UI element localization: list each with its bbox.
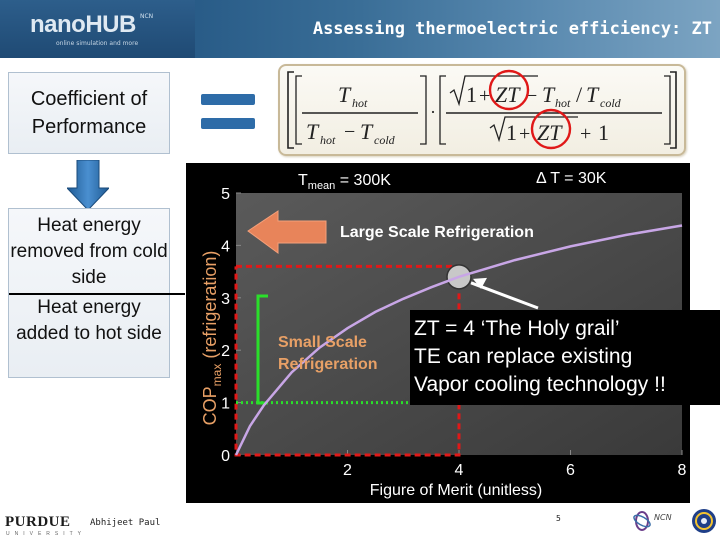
svg-text:T: T bbox=[586, 82, 599, 107]
svg-text:ZT: ZT bbox=[495, 82, 520, 107]
ncn-badge: NCN bbox=[140, 13, 154, 20]
purdue-logo-sub: UNIVERSITY bbox=[6, 531, 87, 537]
x-axis-label: Figure of Merit (unitless) bbox=[369, 482, 543, 499]
callout-line-1: ZT = 4 ‘The Holy grail’ bbox=[414, 317, 620, 340]
y-tick-label: 3 bbox=[221, 290, 230, 308]
svg-text:hot: hot bbox=[320, 133, 336, 147]
large-scale-label: Large Scale Refrigeration bbox=[340, 224, 534, 241]
fraction-denominator: Heat energy added to hot side bbox=[16, 297, 162, 344]
svg-text:cold: cold bbox=[600, 96, 621, 110]
zt-holy-grail-callout bbox=[410, 310, 720, 405]
svg-text:cold: cold bbox=[374, 133, 395, 147]
purdue-logo: PURDUE bbox=[5, 514, 71, 530]
svg-text:1: 1 bbox=[466, 82, 477, 107]
cop-label: Coefficient of Performance bbox=[30, 88, 148, 138]
svg-text:ZT: ZT bbox=[537, 120, 562, 145]
small-scale-label-2: Refrigeration bbox=[278, 356, 378, 373]
svg-text:hot: hot bbox=[555, 96, 571, 110]
formula-graphic bbox=[280, 66, 684, 154]
equals-sign-top bbox=[201, 94, 255, 105]
svg-text:T: T bbox=[338, 82, 351, 107]
svg-text:1: 1 bbox=[598, 120, 609, 145]
delta-t-label: Δ T = 30K bbox=[536, 170, 607, 187]
nanohub-tagline: online simulation and more bbox=[56, 40, 139, 47]
svg-text:+: + bbox=[519, 123, 531, 145]
svg-text:T: T bbox=[306, 119, 319, 144]
y-tick-label: 5 bbox=[221, 186, 230, 203]
page-number: 5 bbox=[556, 514, 561, 523]
nanohub-logo[interactable] bbox=[0, 0, 195, 58]
x-tick-label: 6 bbox=[566, 462, 575, 479]
y-tick-label: 4 bbox=[221, 238, 230, 256]
nanohub-logo-text: nanoHUB bbox=[30, 11, 136, 38]
y-tick-label: 2 bbox=[221, 343, 230, 361]
x-tick-label: 8 bbox=[677, 462, 687, 479]
slide-title: Assessing thermoelectric efficiency: ZT bbox=[312, 19, 712, 39]
x-tick-label: 4 bbox=[454, 462, 464, 479]
down-arrow-icon bbox=[67, 160, 109, 210]
slide-header bbox=[0, 0, 720, 58]
svg-text:T: T bbox=[360, 119, 373, 144]
svg-text:+: + bbox=[580, 123, 592, 145]
svg-text:−: − bbox=[526, 85, 538, 107]
author-name: Abhijeet Paul bbox=[90, 518, 161, 528]
fraction-numerator: Heat energy removed from cold side bbox=[10, 215, 168, 288]
svg-text:·: · bbox=[430, 102, 436, 122]
x-tick-label: 2 bbox=[343, 462, 352, 479]
svg-text:T: T bbox=[542, 82, 555, 107]
y-tick-label: 1 bbox=[221, 395, 230, 413]
small-scale-label-1: Small Scale bbox=[278, 334, 367, 351]
svg-text:−: − bbox=[344, 121, 356, 143]
cop-label-box bbox=[8, 72, 170, 154]
callout-line-3: Vapor cooling technology !! bbox=[414, 373, 666, 396]
svg-text:NCN: NCN bbox=[654, 513, 672, 522]
ncn-footer-logo bbox=[630, 504, 720, 538]
svg-text:/: / bbox=[576, 82, 583, 107]
y-tick-label: 0 bbox=[221, 448, 230, 465]
svg-text:1: 1 bbox=[506, 120, 517, 145]
cop-formula bbox=[278, 64, 686, 156]
svg-text:+: + bbox=[479, 85, 491, 107]
svg-text:COPmax (refrigeration): $COP_{max}$ (refrigeration) bbox=[200, 250, 224, 426]
cop-fraction-box bbox=[8, 208, 170, 378]
callout-line-2: TE can replace existing bbox=[414, 345, 633, 368]
svg-text:hot: hot bbox=[352, 96, 368, 110]
equals-sign-bottom bbox=[201, 118, 255, 129]
tmean-label: $T_{mean} = 300K$ bbox=[298, 172, 391, 192]
